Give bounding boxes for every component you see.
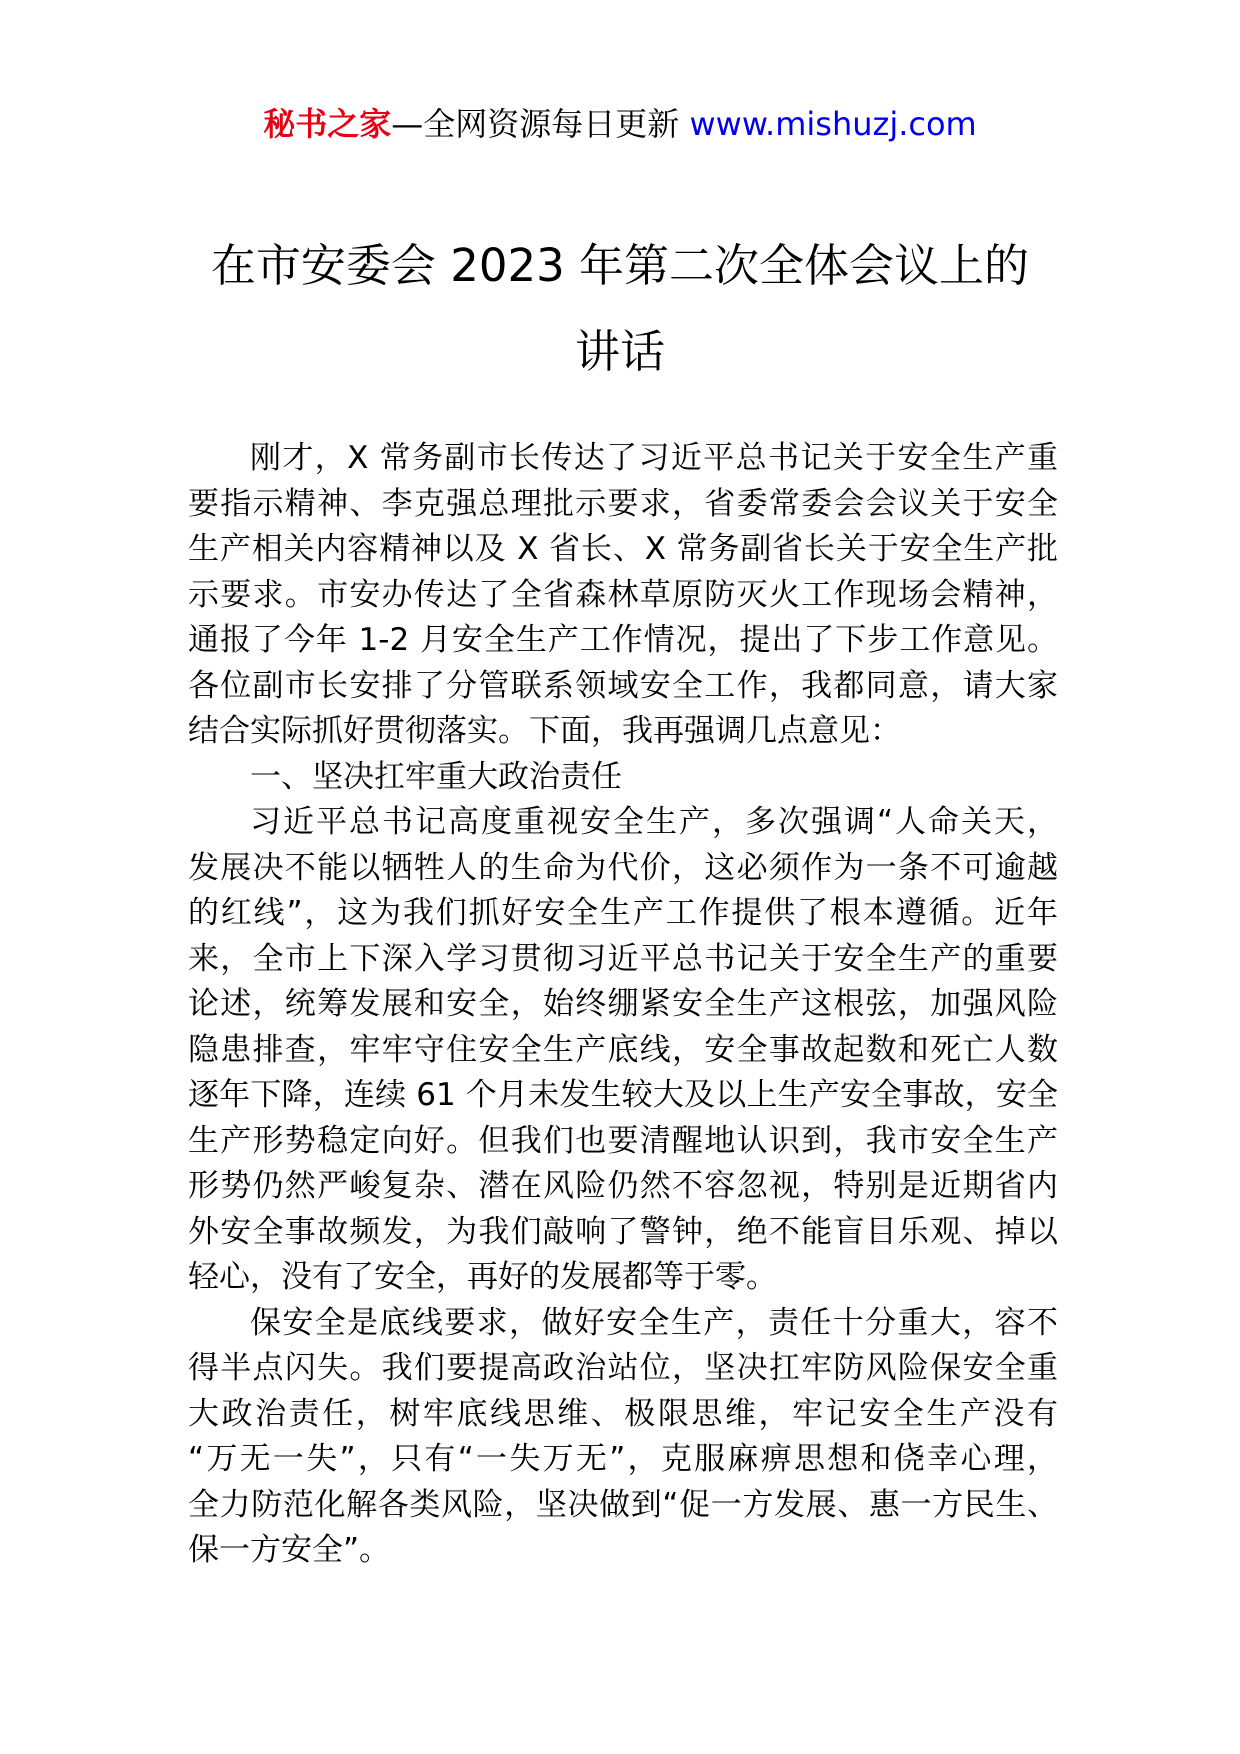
body-line: 全力防范化解各类风险，坚决做到“促一方发展、惠一方民生、 [188, 1486, 1058, 1523]
body-line: 刚才，X 常务副市长传达了习近平总书记关于安全生产重 [250, 440, 1058, 476]
body-line: 习近平总书记高度重视安全生产，多次强调“人命关天， [250, 804, 1058, 840]
body-line: 的红线”，这为我们抓好安全生产工作提供了根本遵循。近年 [188, 895, 1058, 931]
body-line: 示要求。市安办传达了全省森林草原防灭火工作现场会精神， [188, 576, 1058, 613]
body-line: 大政治责任，树牢底线思维、极限思维，牢记安全生产没有 [188, 1395, 1058, 1432]
body-line: 生产相关内容精神以及 X 省长、X 常务副省长关于安全生产批 [188, 531, 1058, 567]
body-line: 发展决不能以牺牲人的生命为代价，这必须作为一条不可逾越 [188, 849, 1058, 886]
site-header [0, 98, 1240, 150]
site-url-link[interactable]: www.mishuzj.com [689, 105, 977, 143]
site-tagline: —全网资源每日更新 [391, 105, 690, 143]
body-line: “万无一失”，只有“一失万无”，克服麻痹思想和侥幸心理， [188, 1441, 1058, 1477]
body-line: 隐患排查，牢牢守住安全生产底线，安全事故起数和死亡人数 [188, 1031, 1058, 1068]
body-line: 逐年下降，连续 61 个月未发生较大及以上生产安全事故，安全 [188, 1077, 1058, 1113]
document-title-line-2: 讲话 [574, 325, 665, 378]
body-line: 得半点闪失。我们要提高政治站位，坚决扛牢防风险保安全重 [188, 1350, 1058, 1386]
body-line: 轻心，没有了安全，再好的发展都等于零。 [188, 1259, 777, 1295]
body-line: 各位副市长安排了分管联系领域安全工作，我都同意，请大家 [188, 667, 1058, 704]
body-line: 保一方安全”。 [188, 1532, 391, 1568]
body-line: 论述，统筹发展和安全，始终绷紧安全生产这根弦，加强风险 [188, 986, 1058, 1022]
document-body [188, 436, 1058, 1574]
body-line: 生产形势稳定向好。但我们也要清醒地认识到，我市安全生产 [188, 1122, 1058, 1159]
body-line: 结合实际抓好贯彻落实。下面，我再强调几点意见： [188, 713, 901, 749]
document-title-line-1: 在市安委会 2023 年第二次全体会议上的 [210, 239, 1030, 292]
section-heading: 一、坚决扛牢重大政治责任 [250, 758, 622, 795]
site-brand: 秘书之家 [263, 105, 392, 143]
body-line: 形势仍然严峻复杂、潜在风险仍然不容忽视，特别是近期省内 [188, 1168, 1058, 1204]
body-line: 外安全事故频发，为我们敲响了警钟，绝不能盲目乐观、掉以 [188, 1213, 1058, 1250]
body-line: 保安全是底线要求，做好安全生产，责任十分重大，容不 [250, 1304, 1058, 1341]
body-line: 通报了今年 1-2 月安全生产工作情况，提出了下步工作意见。 [188, 622, 1058, 658]
body-line: 来，全市上下深入学习贯彻习近平总书记关于安全生产的重要 [188, 940, 1058, 977]
body-line: 要指示精神、李克强总理批示要求，省委常委会会议关于安全 [188, 485, 1058, 522]
